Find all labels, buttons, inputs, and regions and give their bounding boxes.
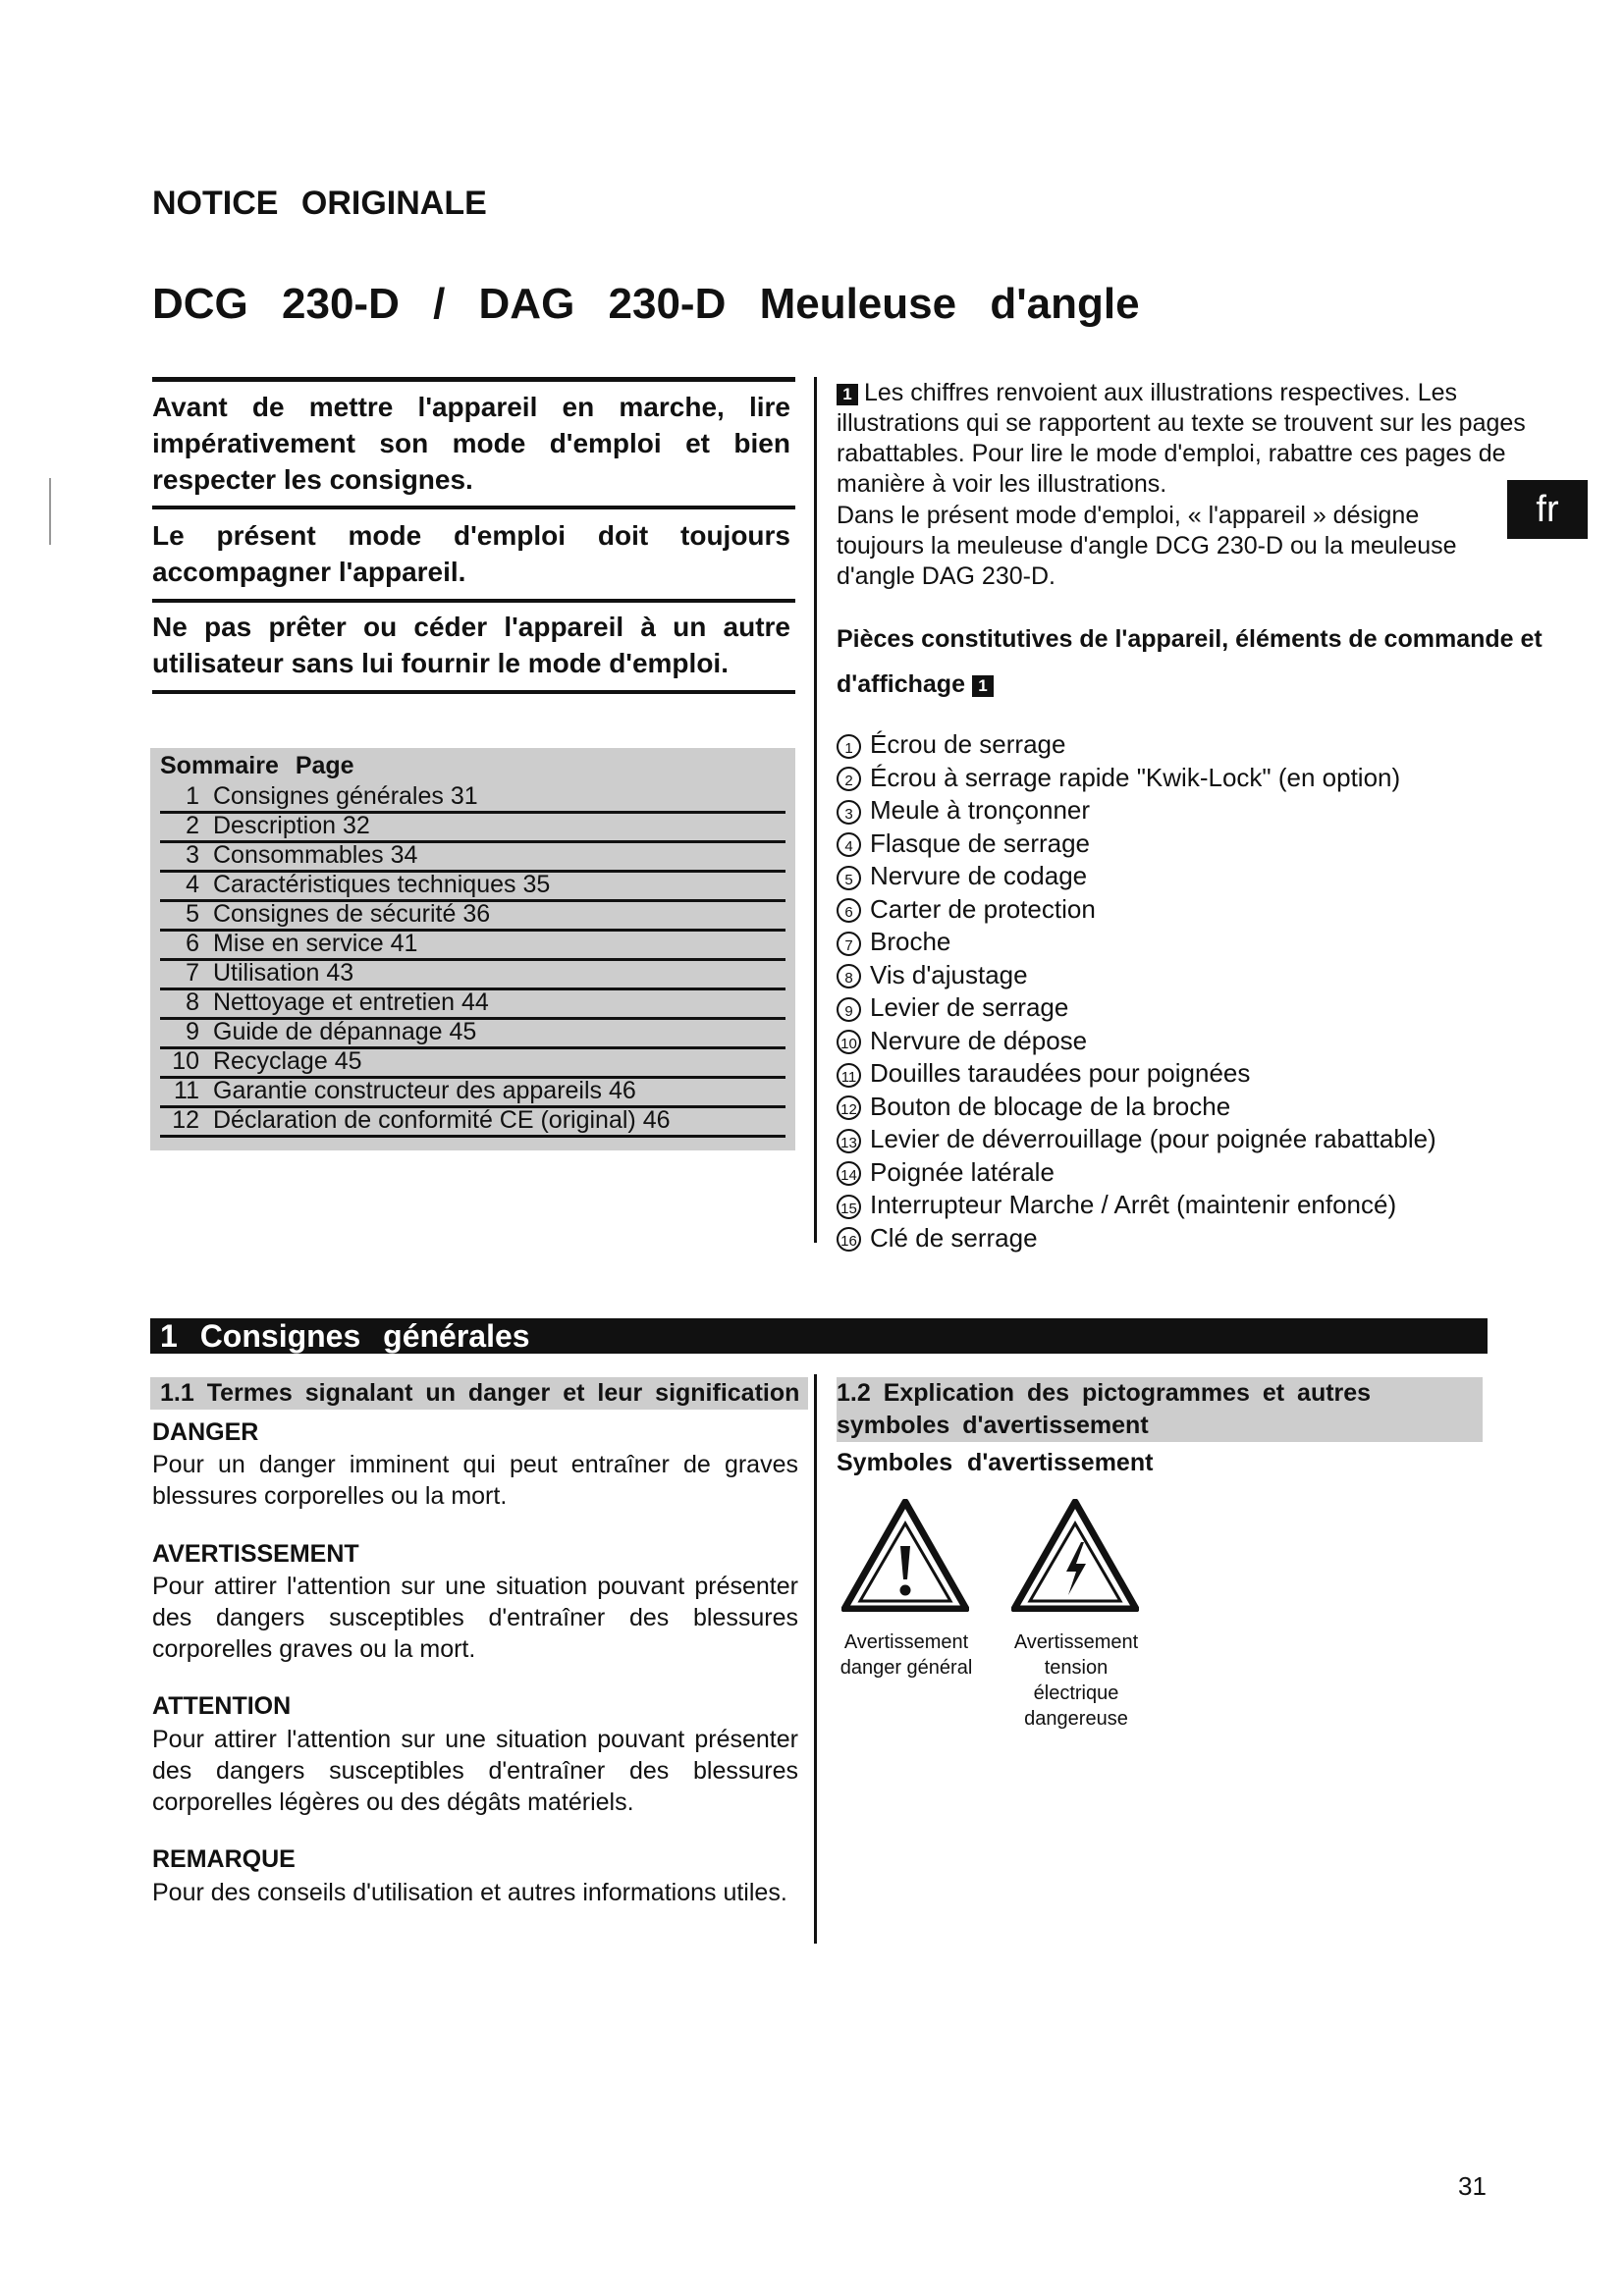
figure-marker-icon: 1 (837, 384, 858, 405)
term-note-text: Pour des conseils d'utilisation et autres informations utiles. (152, 1879, 787, 1906)
warning-lightning-icon (1011, 1499, 1139, 1612)
toc-row[interactable] (160, 811, 785, 843)
toc-page: 45 (334, 1047, 362, 1075)
item-label: Douilles taraudées pour poignées (870, 1058, 1251, 1088)
toc-label: Nettoyage et entretien (213, 988, 455, 1016)
term-warning: AVERTISSEMENT (152, 1540, 359, 1568)
item-label: Flasque de serrage (870, 828, 1091, 858)
item-number: 4 (837, 832, 861, 857)
toc-row[interactable] (160, 1046, 785, 1079)
toc-page: 41 (390, 930, 418, 957)
item-label: Levier de serrage (870, 992, 1069, 1022)
figure-intro-text: Les chiffres renvoient aux illustrations respectives. Les illustrations qui se rapportent au texte se trouvent sur les pages rabattables. Pour lire le mode d'emploi, rabattre ces pages de manière à voir les illustrations. (837, 379, 1526, 498)
toc-row[interactable] (160, 1105, 785, 1138)
item-label: Levier de déverrouillage (pour poignée rabattable) (870, 1124, 1436, 1153)
item-label: Poignée latérale (870, 1156, 1055, 1187)
toc-num: 11 (174, 1077, 199, 1104)
toc-num: 5 (186, 900, 199, 928)
symbols-heading: Symboles d'avertissement (837, 1449, 1154, 1476)
term-warning-text: Pour attirer l'attention sur une situation pouvant présenter des dangers susceptibles d'entraîner des blessures corporelles graves ou la mort. (152, 1573, 798, 1663)
term-danger-text: Pour un danger imminent qui peut entraîner de graves blessures corporelles ou la mort. (152, 1451, 798, 1510)
toc-num: 1 (186, 782, 199, 810)
toc-label: Garantie constructeur des appareils (213, 1077, 603, 1104)
symbol-caption: Avertissement tension électrique dangereuse (1013, 1631, 1139, 1730)
item-label: Carter de protection (870, 893, 1096, 924)
toc-num: 6 (186, 930, 199, 957)
list-item (837, 1123, 1583, 1156)
language-tab: fr (1507, 480, 1588, 539)
list-item (837, 1091, 1583, 1124)
term-caution-text: Pour attirer l'attention sur une situation pouvant présenter des dangers susceptibles d'entraîner des blessures corporelles légères ou des dégâts matériels. (152, 1726, 798, 1816)
margin-mark (49, 478, 51, 545)
list-item (837, 1156, 1583, 1190)
list-item (837, 728, 1583, 762)
column-divider (814, 377, 817, 1243)
toc-label: Mise en service (213, 930, 384, 957)
device-definition: Dans le présent mode d'emploi, « l'appareil » désigne toujours la meuleuse d'angle DCG 230-D ou la meuleuse d'angle DAG 230-D. (837, 502, 1457, 590)
toc-label: Consignes générales (213, 782, 444, 810)
warning-exclamation-icon (841, 1499, 969, 1612)
toc-page: 46 (609, 1077, 636, 1104)
item-number: 16 (837, 1227, 861, 1252)
item-number: 2 (837, 767, 861, 791)
toc-num: 9 (186, 1018, 199, 1045)
list-item (837, 1222, 1583, 1255)
item-number: 9 (837, 997, 861, 1022)
symbol-caption: Avertissement danger général (839, 1631, 973, 1679)
toc-num: 12 (172, 1106, 199, 1134)
divider (152, 506, 795, 509)
toc-row[interactable] (160, 840, 785, 873)
item-label: Interrupteur Marche / Arrêt (maintenir enfoncé) (870, 1190, 1397, 1219)
list-item (837, 1057, 1583, 1091)
toc-page: 46 (642, 1106, 671, 1134)
toc-label: Déclaration de conformité CE (original) (213, 1106, 636, 1134)
toc-page: 45 (449, 1018, 477, 1045)
parts-list (837, 728, 1583, 1255)
toc-num: 7 (186, 959, 199, 987)
item-number: 3 (837, 800, 861, 825)
item-number: 5 (837, 866, 861, 890)
item-label: Écrou de serrage (870, 729, 1066, 759)
toc-page: 31 (450, 782, 478, 810)
toc-num: 10 (172, 1047, 199, 1075)
parts-heading-text: Pièces constitutives de l'appareil, éléments de commande et d'affichage (837, 625, 1543, 698)
item-number: 8 (837, 964, 861, 988)
item-number: 12 (837, 1095, 861, 1120)
item-label: Bouton de blocage de la broche (870, 1091, 1231, 1121)
item-number: 6 (837, 898, 861, 923)
toc-heading: Sommaire Page (160, 752, 354, 779)
toc-num: 2 (186, 812, 199, 839)
item-label: Broche (870, 927, 951, 956)
column-divider (814, 1374, 817, 1944)
toc-num: 4 (186, 871, 199, 898)
toc-row[interactable] (160, 1076, 785, 1108)
list-item (837, 794, 1583, 828)
toc-page: 43 (326, 959, 354, 987)
item-number: 13 (837, 1129, 861, 1153)
page-title: DCG 230-D / DAG 230-D Meuleuse d'angle (152, 280, 1140, 328)
list-item (837, 1189, 1583, 1222)
item-label: Vis d'ajustage (870, 959, 1028, 989)
list-item (837, 1025, 1583, 1058)
item-label: Écrou à serrage rapide "Kwik-Lock" (en option) (870, 762, 1401, 792)
term-note: REMARQUE (152, 1845, 296, 1873)
toc-row[interactable] (160, 1017, 785, 1049)
toc-num: 8 (186, 988, 199, 1016)
intro-lead-1: Avant de mettre l'appareil en marche, lire impérativement son mode d'emploi et bien respecter les consignes. (152, 392, 790, 495)
toc-num: 3 (186, 841, 199, 869)
toc-label: Consommables (213, 841, 384, 869)
divider (152, 599, 795, 603)
parts-heading (837, 616, 1583, 707)
item-number: 7 (837, 932, 861, 956)
toc-label: Description (213, 812, 337, 839)
list-item (837, 860, 1583, 893)
list-item (837, 959, 1583, 992)
toc-page: 35 (522, 871, 551, 898)
item-label: Nervure de dépose (870, 1025, 1088, 1055)
toc-page: 44 (460, 988, 489, 1016)
divider (152, 690, 795, 694)
toc-label: Recyclage (213, 1047, 328, 1075)
subsection-heading-1-1: 1.1 Termes signalant un danger et leur signification (150, 1377, 808, 1410)
item-label: Meule à tronçonner (870, 795, 1091, 825)
toc-row[interactable] (160, 958, 785, 990)
figure-marker-icon: 1 (972, 675, 994, 697)
toc-row[interactable] (160, 929, 785, 961)
item-label: Nervure de codage (870, 861, 1088, 890)
item-number: 15 (837, 1195, 861, 1219)
toc-label: Caractéristiques techniques (213, 871, 516, 898)
section-heading (150, 1318, 1488, 1354)
notice-label: NOTICE ORIGINALE (152, 185, 487, 222)
toc-row[interactable] (160, 781, 785, 814)
toc-page: 36 (462, 900, 491, 928)
toc-label: Consignes de sécurité (213, 900, 457, 928)
list-item (837, 926, 1583, 959)
table-of-contents (150, 748, 795, 1150)
item-number: 11 (837, 1063, 861, 1088)
toc-row[interactable] (160, 988, 785, 1020)
page-number: 31 (1458, 2171, 1487, 2201)
item-number: 10 (837, 1030, 861, 1054)
toc-label: Guide de dépannage (213, 1018, 443, 1045)
section-title: 1 Consignes générales (160, 1318, 530, 1354)
list-item (837, 991, 1583, 1025)
list-item (837, 762, 1583, 795)
subsection-heading-1-2: 1.2 Explication des pictogrammes et autres symboles d'avertissement (837, 1377, 1483, 1442)
toc-row[interactable] (160, 870, 785, 902)
list-item (837, 893, 1583, 927)
item-number: 1 (837, 734, 861, 759)
intro-lead-3: Ne pas prêter ou céder l'appareil à un autre utilisateur sans lui fournir le mode d'emploi. (152, 612, 790, 678)
figure-intro (837, 378, 1583, 500)
intro-lead-2: Le présent mode d'emploi doit toujours accompagner l'appareil. (152, 520, 790, 587)
item-label: Clé de serrage (870, 1222, 1038, 1253)
toc-row[interactable] (160, 899, 785, 932)
toc-label: Utilisation (213, 959, 320, 987)
term-danger: DANGER (152, 1418, 259, 1446)
term-caution: ATTENTION (152, 1692, 292, 1720)
toc-page: 34 (390, 841, 418, 869)
toc-page: 32 (343, 812, 370, 839)
item-number: 14 (837, 1161, 861, 1186)
list-item (837, 828, 1583, 861)
divider (152, 377, 795, 382)
